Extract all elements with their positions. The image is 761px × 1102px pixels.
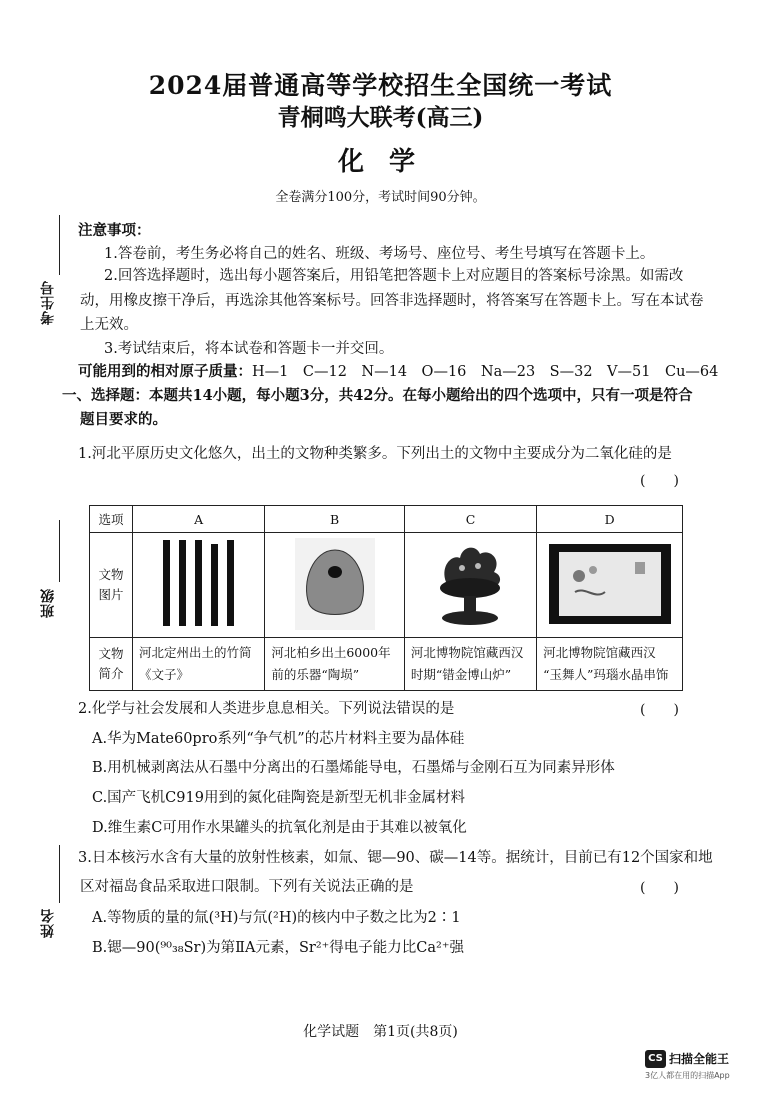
side-line-3 <box>59 845 60 903</box>
side-label-class: 班级 <box>40 588 56 618</box>
question-2-answer-paren: ( ) <box>640 702 679 718</box>
bamboo-slips-image <box>139 536 259 632</box>
row-label-image <box>90 533 133 638</box>
artifact-table <box>89 505 683 691</box>
question-3-stem: 3.日本核污水含有大量的放射性核素，如氚、锶—90、碳—14等。据统计，目前已有12个国家和地 <box>78 850 713 866</box>
question-2-option-b: B.用机械剥离法从石墨中分离出的石墨烯能导电，石墨烯与金刚石互为同素异形体 <box>92 760 615 776</box>
question-3-option-a: A.等物质的量的氚(³H)与氘(²H)的核内中子数之比为2∶1 <box>92 910 461 926</box>
question-2-option-d: D.维生素C可用作水果罐头的抗氧化剂是由于其难以被氧化 <box>92 820 467 836</box>
note-line: 1.答卷前，考生务必将自己的姓名、班级、考场号、座位号、考生号填写在答题卡上。 <box>104 246 655 262</box>
note-line: 2.回答选择题时，选出每小题答案后，用铅笔把答题卡上对应题目的答案标号涂黑。如需改 <box>104 268 684 284</box>
caption-line: 《文子》 <box>139 667 190 682</box>
artifact-caption-a <box>133 638 265 691</box>
exam-subtitle: 青桐鸣大联考(高三) <box>277 104 484 131</box>
row-label-caption-text: 文物简介 <box>98 646 124 681</box>
subject-title: 化 学 <box>337 147 424 177</box>
question-3-option-b: B.锶—90(⁹⁰₃₈Sr)为第ⅡA元素，Sr²⁺得电子能力比Ca²⁺强 <box>92 940 465 956</box>
section-heading: 一、选择题：本题共14小题，每小题3分，共42分。在每小题给出的四个选项中，只有一项是符合 <box>62 387 693 404</box>
table-header-d: D <box>537 506 683 533</box>
question-3-stem-cont: 区对福岛食品采取进口限制。下列有关说法正确的是 <box>80 879 414 895</box>
censer-image <box>410 536 530 632</box>
side-label-name: 姓名 <box>40 908 56 938</box>
question-1-answer-paren: ( ) <box>640 473 679 489</box>
camscanner-logo-icon: CS <box>645 1050 666 1068</box>
atomic-masses <box>78 362 718 382</box>
atomic-masses-label: 可能用到的相对原子质量： <box>78 363 252 380</box>
artifact-image-c <box>404 533 536 638</box>
note-line: 上无效。 <box>80 317 138 333</box>
row-label-image-text: 文物图片 <box>98 567 124 602</box>
artifact-image-d <box>537 533 683 638</box>
artifact-caption-d <box>537 638 683 691</box>
artifact-image-b <box>265 533 405 638</box>
section-heading-cont: 题目要求的。 <box>80 411 167 428</box>
camscanner-name: 扫描全能王 <box>669 1052 730 1066</box>
note-line: 3.考试结束后，将本试卷和答题卡一并交回。 <box>104 341 394 357</box>
side-line-2 <box>59 520 60 582</box>
question-2-option-c: C.国产飞机C919用到的氮化硅陶瓷是新型无机非金属材料 <box>92 790 465 806</box>
caption-line: 前的乐器“陶埙” <box>271 667 360 682</box>
page-footer: 化学试题 第1页(共8页) <box>303 1024 458 1040</box>
caption-line: 河北柏乡出土6000年 <box>271 645 391 660</box>
table-header-c: C <box>404 506 536 533</box>
caption-line: 河北博物院馆藏西汉 <box>410 645 524 660</box>
caption-line: 河北定州出土的竹简 <box>139 645 252 660</box>
caption-line: 时期“错金博山炉” <box>410 667 512 682</box>
question-1-stem: 1.河北平原历史文化悠久，出土的文物种类繁多。下列出土的文物中主要成分为二氧化硅的是 <box>78 446 672 462</box>
artifact-caption-b <box>265 638 405 691</box>
table-header-option: 选项 <box>90 506 133 533</box>
table-header-a: A <box>133 506 265 533</box>
table-header-b: B <box>265 506 405 533</box>
camscanner-watermark <box>645 1048 730 1081</box>
atomic-masses-values: H—1 C—12 N—14 O—16 Na—23 S—32 V—51 Cu—64 <box>252 364 719 380</box>
artifact-image-a <box>133 533 265 638</box>
exam-title: 2024届普通高等学校招生全国统一考试 <box>148 71 613 100</box>
artifact-caption-c <box>404 638 536 691</box>
jade-dancer-image <box>545 536 675 632</box>
caption-line: 河北博物院馆藏西汉 <box>543 645 656 660</box>
score-info: 全卷满分100分，考试时间90分钟。 <box>275 190 486 205</box>
row-label-caption <box>90 638 133 691</box>
caption-line: “玉舞人”玛瑙水晶串饰 <box>543 667 669 682</box>
ocarina-image <box>275 536 395 632</box>
side-label-candidate-number: 考生号 <box>40 280 56 325</box>
side-line-1 <box>59 215 60 275</box>
question-3-answer-paren: ( ) <box>640 880 679 896</box>
question-2-stem: 2.化学与社会发展和人类进步息息相关。下列说法错误的是 <box>78 701 455 717</box>
camscanner-tagline: 3亿人都在用的扫描App <box>645 1070 730 1080</box>
question-2-option-a: A.华为Mate60pro系列“争气机”的芯片材料主要为晶体硅 <box>92 731 465 747</box>
note-line: 动，用橡皮擦干净后，再选涂其他答案标号。回答非选择题时，将答案写在答题卡上。写在本试卷 <box>80 293 704 309</box>
notes-heading: 注意事项： <box>78 222 151 239</box>
